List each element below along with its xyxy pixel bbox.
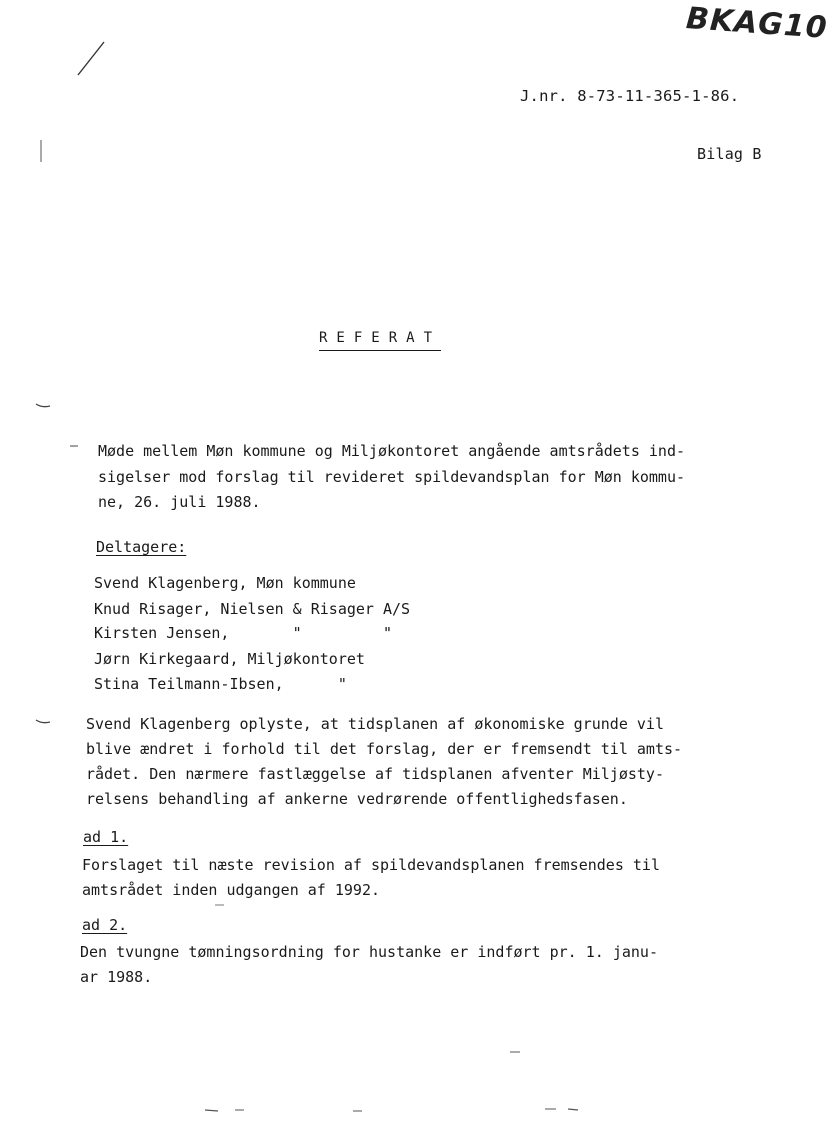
intro-line: ne, 26. juli 1988. bbox=[98, 493, 261, 511]
participant: Jørn Kirkegaard, Miljøkontoret bbox=[94, 650, 365, 668]
participant: Stina Teilmann-Ibsen, " bbox=[94, 675, 347, 693]
intro-line: Møde mellem Møn kommune og Miljøkontoret angående amtsrådets ind- bbox=[98, 442, 685, 460]
appendix-label: Bilag B bbox=[697, 145, 762, 163]
body-line: rådet. Den nærmere fastlæggelse af tidsplanen afventer Miljøsty- bbox=[86, 765, 664, 783]
section-heading: ad 1. bbox=[83, 828, 129, 846]
handwritten-annotation: BKAG10 bbox=[684, 1, 829, 46]
body-line: Svend Klagenberg oplyste, at tidsplanen af økonomiske grunde vil bbox=[86, 715, 664, 733]
section-heading: ad 2. bbox=[82, 916, 128, 934]
participants-heading: Deltagere: bbox=[96, 538, 187, 556]
section-line: ar 1988. bbox=[80, 968, 153, 986]
section-line: Forslaget til næste revision af spildevandsplanen fremsendes til bbox=[82, 856, 660, 874]
section-line: Den tvungne tømningsordning for hustanke er indført pr. 1. janu- bbox=[80, 943, 658, 961]
body-line: relsens behandling af ankerne vedrørende offentlighedsfasen. bbox=[86, 790, 628, 808]
section-line: amtsrådet inden udgangen af 1992. bbox=[82, 881, 381, 899]
participant: Knud Risager, Nielsen & Risager A/S bbox=[94, 600, 411, 618]
participant: Kirsten Jensen, " " bbox=[94, 624, 393, 642]
intro-line: sigelser mod forslag til revideret spildevandsplan for Møn kommu- bbox=[98, 468, 685, 486]
document-title: REFERAT bbox=[319, 330, 442, 346]
journal-number: J.nr. 8-73-11-365-1-86. bbox=[520, 87, 740, 105]
body-line: blive ændret i forhold til det forslag, der er fremsendt til amts- bbox=[86, 740, 683, 758]
participant: Svend Klagenberg, Møn kommune bbox=[94, 574, 356, 592]
